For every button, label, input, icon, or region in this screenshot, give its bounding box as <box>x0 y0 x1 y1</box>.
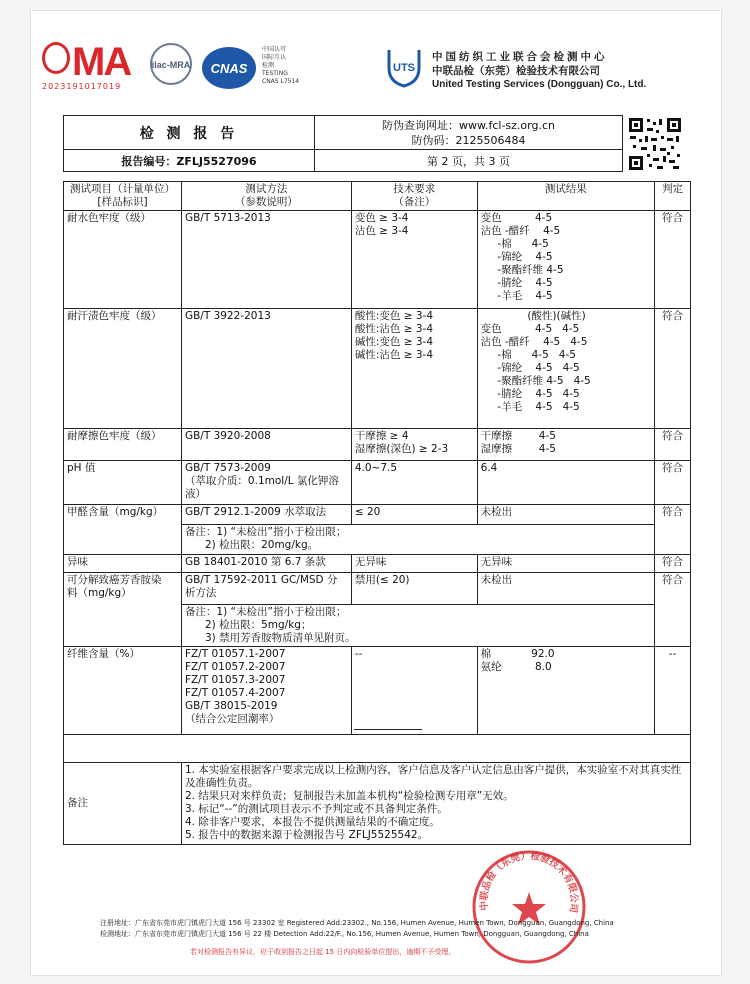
organization-name: 中国纺织工业联合会检测中心 中联品检（东莞）检验技术有限公司 United Testing Services (Dongguan) Co., Ltd. <box>432 51 647 90</box>
row-judgement: 符合 <box>655 555 691 573</box>
row-item: 异味 <box>64 555 182 573</box>
report-number: 报告编号：ZFLJ5527096 <box>64 150 315 172</box>
row-item: 甲醛含量（mg/kg） <box>64 505 182 555</box>
end-marker-cell <box>64 735 691 763</box>
col-header-judgement: 判定 <box>655 182 691 211</box>
row-item: 纤维含量（%） <box>64 647 182 735</box>
remarks-list <box>181 763 690 845</box>
row-result: 棉 92.0 氨纶 8.0 <box>477 647 654 735</box>
row-result: 变色 4-5 沾色 -醋纤 4-5 -棉 4-5 -锦纶 4-5 -聚酯纤维 4-5 -腈纶 4-5 -羊毛 4-5 <box>477 211 654 309</box>
row-method: GB 18401-2010 第 6.7 条款 <box>181 555 351 573</box>
uts-text: UTS <box>393 62 415 74</box>
cma-logo <box>42 42 137 94</box>
row-result: 未检出 <box>477 573 654 605</box>
cnas-logo <box>200 43 258 93</box>
remark-item: 4. 除非客户要求，本报告不提供测量结果的不确定度。 <box>184 816 440 828</box>
table-row <box>64 461 691 505</box>
remark-item: 5. 报告中的数据来源于检测报告号 ZFLJ5525542。 <box>184 829 429 841</box>
table-row <box>64 429 691 461</box>
table-row <box>64 573 691 605</box>
row-method: GB/T 7573-2009 （萃取介质：0.1mol/L 氯化钾溶 液） <box>181 461 351 505</box>
row-requirement: 禁用(≤ 20) <box>351 573 477 605</box>
row-item: 耐摩擦色牢度（级） <box>64 429 182 461</box>
row-note: 备注：1) “未检出”指小于检出限； 2) 检出限：5mg/kg； 3) 禁用芳香胺物质清单见附页。 <box>181 605 654 647</box>
row-method: GB/T 2912.1-2009 水萃取法 <box>181 505 351 525</box>
remark-item: 2. 结果只对来样负责；复制报告未加盖本机构“检验检测专用章”无效。 <box>184 790 514 802</box>
row-requirement: 干摩擦 ≥ 4 湿摩擦(深色) ≥ 2-3 <box>351 429 477 461</box>
anti-fake-info: 防伪查询网址：www.fcl-sz.org.cn 防伪码：2125506484 <box>315 116 623 150</box>
row-requirement: 4.0~7.5 <box>351 461 477 505</box>
row-result: (酸性)(碱性) 变色 4-5 4-5 沾色 -醋纤 4-5 4-5 -棉 4-5 4-5 -锦纶 4-5 4-5 -聚酯纤维 4-5 4-5 -腈纶 4-5 4-5 -羊毛 4-5 4-5 <box>477 309 654 429</box>
row-item: 耐汗渍色牢度（级） <box>64 309 182 429</box>
row-method: GB/T 3922-2013 <box>181 309 351 429</box>
remarks-row <box>64 763 691 845</box>
footer-addresses <box>100 918 614 940</box>
row-judgement: 符合 <box>655 211 691 309</box>
row-item: 可分解致癌芳香胺染 料（mg/kg） <box>64 573 182 647</box>
row-result: 6.4 <box>477 461 654 505</box>
remarks-label: 备注 <box>64 763 182 845</box>
row-result: 干摩擦 4-5 湿摩擦 4-5 <box>477 429 654 461</box>
row-note: 备注：1) “未检出”指小于检出限； 2) 检出限：20mg/kg。 <box>181 525 654 555</box>
row-method: GB/T 17592-2011 GC/MSD 分 析方法 <box>181 573 351 605</box>
row-result: 未检出 <box>477 505 654 525</box>
table-row <box>64 211 691 309</box>
registered-address: 注册地址：广东省东莞市虎门镇虎门大道 156 号 23302 室 Registered Add:23302., No.156, Humen Avenue, Humen Town, Dongguan, Guangdong, China <box>100 919 614 927</box>
row-requirement: -- <box>351 647 477 735</box>
qr-code <box>627 116 683 172</box>
test-results-table <box>63 181 691 845</box>
objection-footnote: 若对检测报告有异议，应于收到报告之日起 15 日内向检验单位提出，逾期不予受理。 <box>190 948 456 956</box>
official-stamp <box>470 848 588 966</box>
row-judgement: 符合 <box>655 461 691 505</box>
detection-address: 检测地址：广东省东莞市虎门镇虎门大道 156 号 22 楼 Detection Add:22/F., No.156, Humen Avenue, Humen Town, Dongguan, Guangdong, China <box>100 930 589 938</box>
row-judgement: 符合 <box>655 573 691 647</box>
table-row <box>64 555 691 573</box>
row-requirement: 酸性:变色 ≥ 3-4 酸性:沾色 ≥ 3-4 碱性:变色 ≥ 3-4 碱性:沾色 ≥ 3-4 <box>351 309 477 429</box>
row-requirement: 变色 ≥ 3-4 沾色 ≥ 3-4 <box>351 211 477 309</box>
page-info: 第 2 页，共 3 页 <box>315 150 623 172</box>
row-result: 无异味 <box>477 555 654 573</box>
report-header-table <box>63 115 623 172</box>
cnas-caption: 中国认可 国际互认 检测 TESTING CNAS L7514 <box>262 46 300 85</box>
table-end-row <box>64 735 691 763</box>
cma-number: 2023191017019 <box>42 82 122 91</box>
row-judgement: 符合 <box>655 429 691 461</box>
ilac-text: ilac-MRA <box>151 60 191 70</box>
cnas-text: CNAS <box>210 61 248 76</box>
row-item: pH 值 <box>64 461 182 505</box>
table-header-row <box>64 182 691 211</box>
report-title: 检 测 报 告 <box>64 116 315 150</box>
row-item: 耐水色牢度（级） <box>64 211 182 309</box>
row-judgement: -- <box>655 647 691 735</box>
uts-logo <box>385 44 423 88</box>
col-header-requirement: 技术要求 （备注） <box>351 182 477 211</box>
remark-item: 3. 标记“--”的测试项目表示不予判定或不具备判定条件。 <box>184 803 448 815</box>
col-header-result: 测试结果 <box>477 182 654 211</box>
row-requirement: ≤ 20 <box>351 505 477 525</box>
row-requirement: 无异味 <box>351 555 477 573</box>
col-header-method: 测试方法 （参数说明） <box>181 182 351 211</box>
stamp-text: 中联品检（东莞）检验技术有限公司 <box>478 850 580 914</box>
remark-item: 1. 本实验室根据客户要求完成以上检测内容，客户信息及客户认定信息由客户提供，本实验室不对其真实性及准确性负责。 <box>184 764 682 789</box>
row-judgement: 符合 <box>655 505 691 555</box>
cma-logo-letters: MA <box>42 42 137 82</box>
row-method: GB/T 3920-2008 <box>181 429 351 461</box>
ilac-mra-logo <box>148 40 194 92</box>
row-method: GB/T 5713-2013 <box>181 211 351 309</box>
row-method: FZ/T 01057.1-2007 FZ/T 01057.2-2007 FZ/T 01057.3-2007 FZ/T 01057.4-2007 GB/T 38015-2019 （结合公定回潮率） <box>181 647 351 735</box>
row-judgement: 符合 <box>655 309 691 429</box>
col-header-item: 测试项目（计量单位） [样品标识] <box>64 182 182 211</box>
table-row <box>64 505 691 525</box>
end-divider <box>354 729 422 730</box>
table-row <box>64 647 691 735</box>
table-row <box>64 309 691 429</box>
